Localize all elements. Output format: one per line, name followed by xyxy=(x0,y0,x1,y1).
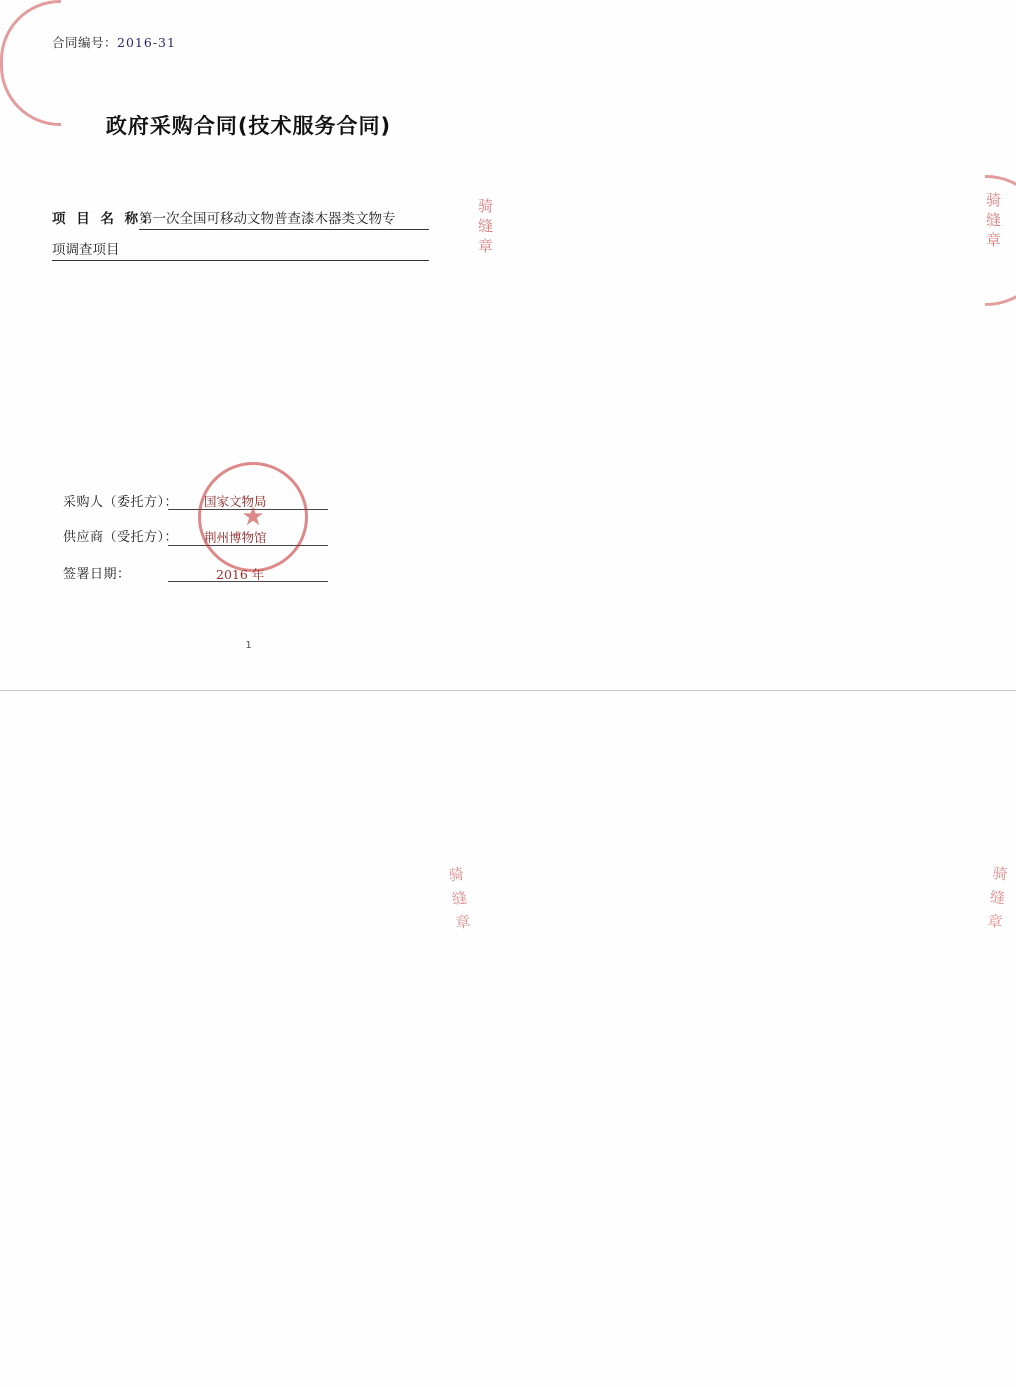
edge-seal-text-page3: 骑缝章 xyxy=(447,864,472,933)
seal-star-icon: ★ xyxy=(241,502,265,532)
edge-seal-shape-page1 xyxy=(0,0,61,126)
contract-number-value: 2016-31 xyxy=(117,35,176,50)
page-number-1: 1 xyxy=(245,640,252,651)
edge-seal-text-page4: 骑缝章 xyxy=(986,864,1009,932)
scan-page-2 xyxy=(497,0,1016,691)
scan-page-4 xyxy=(497,691,1016,1387)
project-name-value-line1: 第一次全国可移动文物普查漆木器类文物专 xyxy=(139,207,429,230)
buyer-label: 采购人（委托方）： xyxy=(63,495,179,510)
supplier-label: 供应商（受托方）： xyxy=(63,530,179,545)
supplier-value: 荆州博物馆 xyxy=(204,530,267,545)
buyer-value: 国家文物局 xyxy=(204,494,267,509)
project-name-value-line2: 项调查项目 xyxy=(52,238,429,261)
document-title: 政府采购合同(技术服务合同) xyxy=(105,114,392,138)
edge-seal-text-page1: 骑缝章 xyxy=(478,197,494,255)
contract-number xyxy=(52,33,176,51)
signing-date-label: 签署日期： xyxy=(63,567,131,582)
scan-page-1 xyxy=(0,0,498,691)
signing-date-value: 2016 年 xyxy=(216,567,265,582)
contract-number-label: 合同编号： xyxy=(52,35,118,50)
edge-seal-text-page2: 骑缝章 xyxy=(986,191,1002,249)
scan-page-3 xyxy=(0,691,498,1387)
project-name-label: 项 目 名 称： xyxy=(52,211,158,227)
red-official-seal xyxy=(198,462,308,572)
